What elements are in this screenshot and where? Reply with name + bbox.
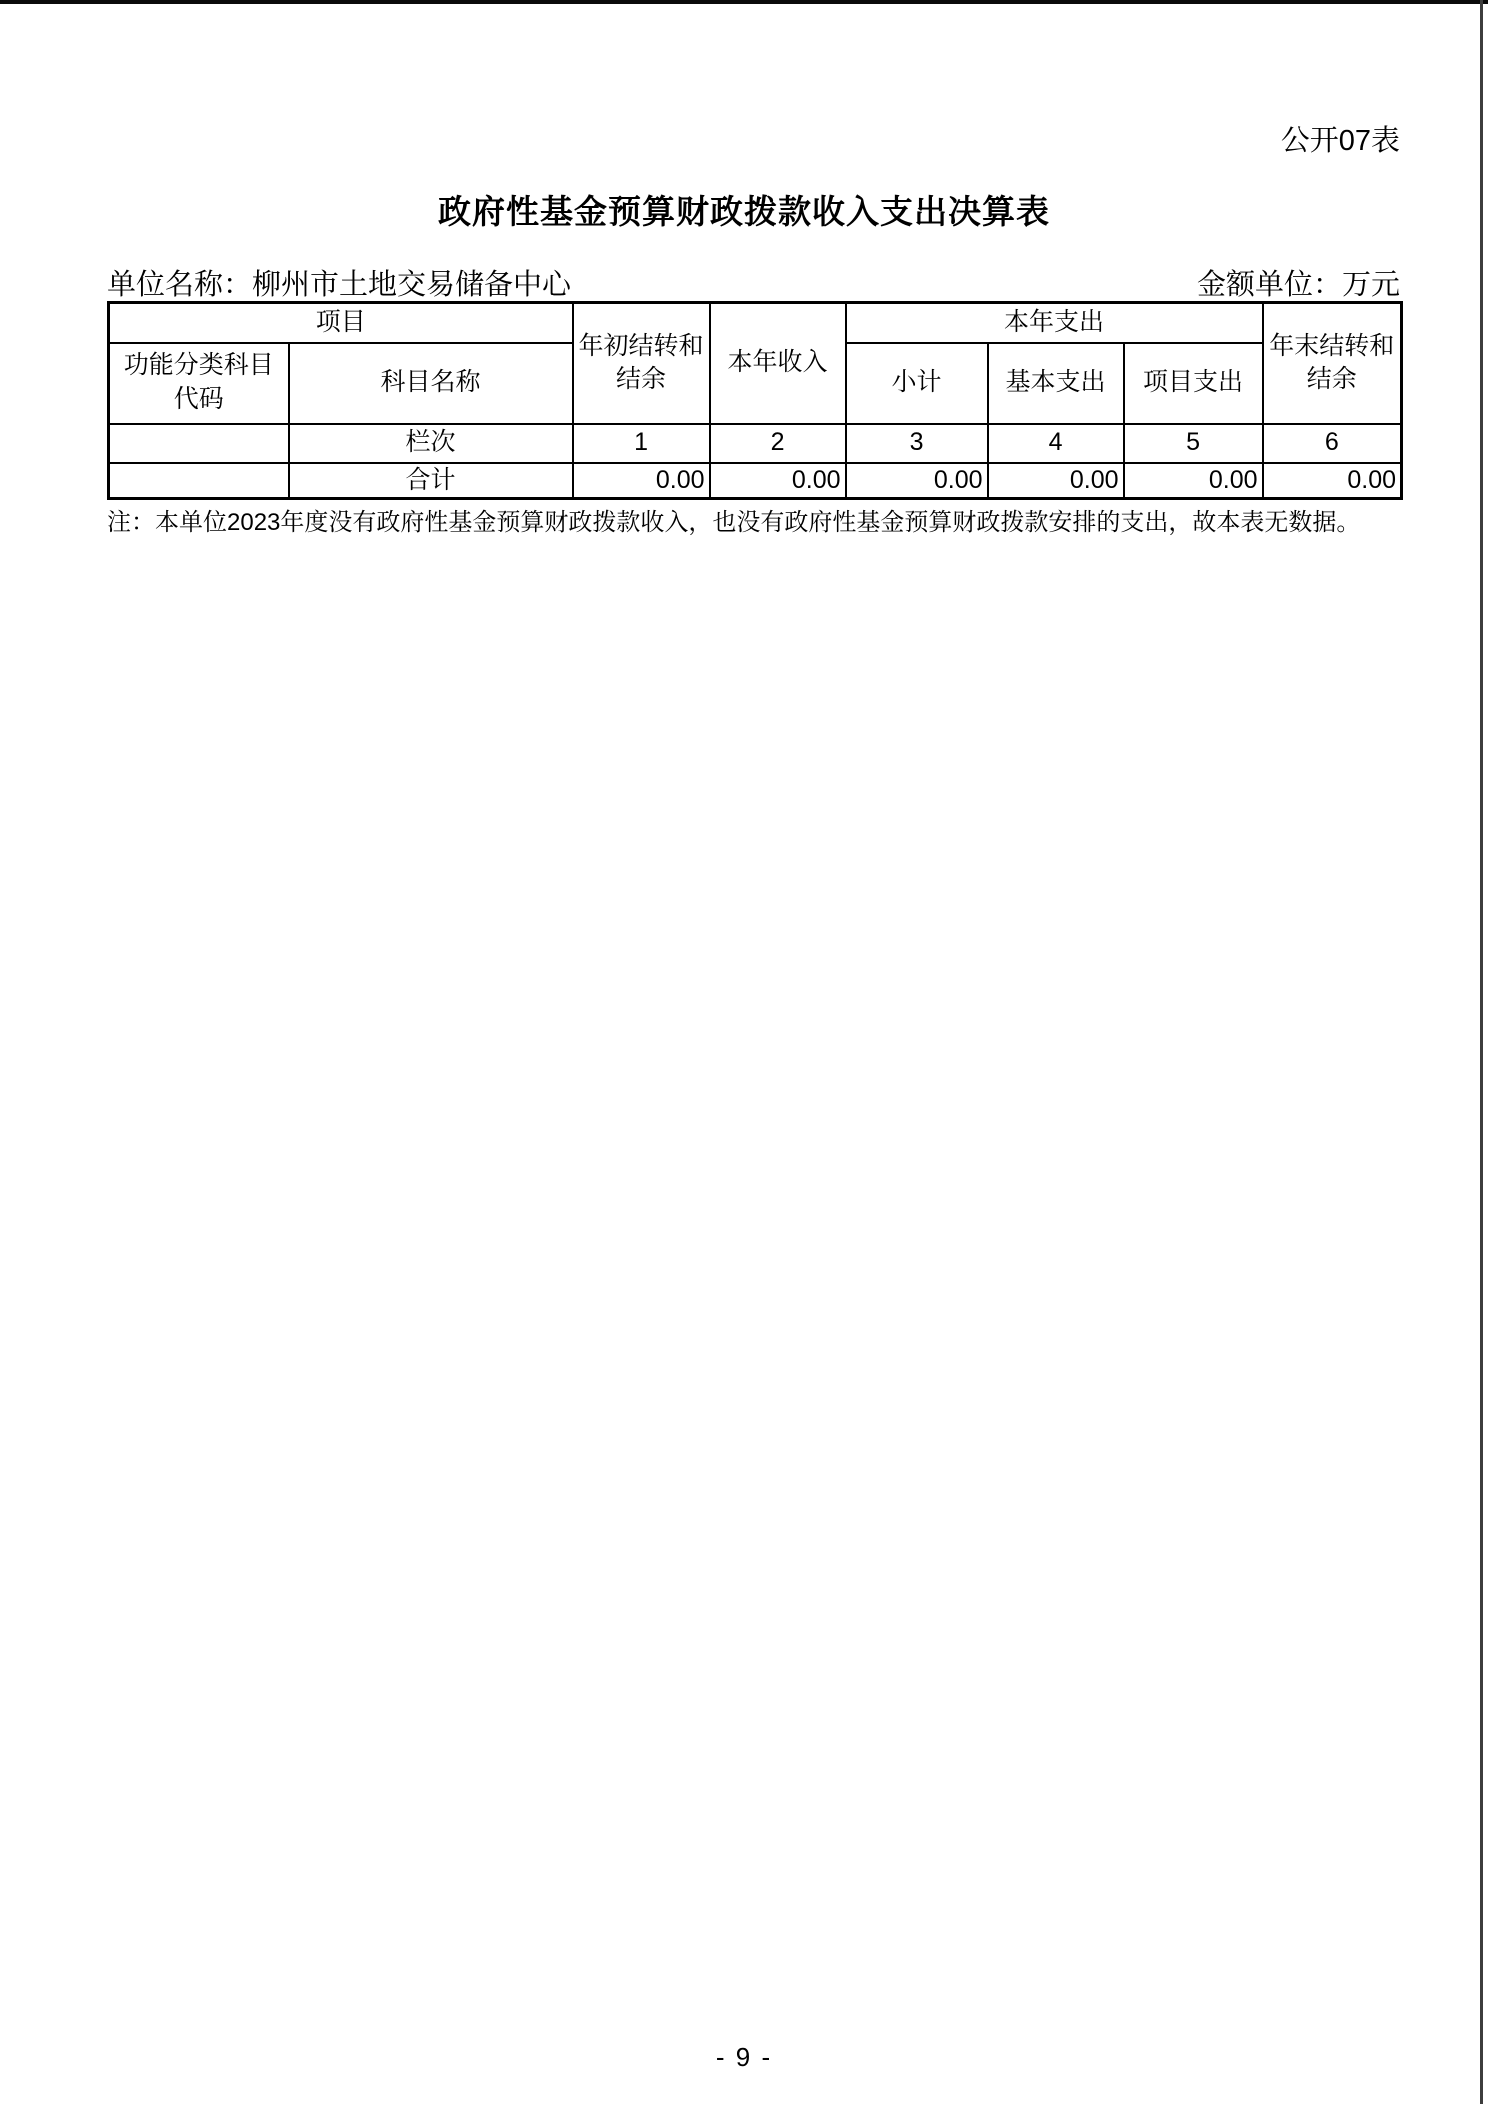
scan-edge-top (0, 0, 1488, 4)
table-note: 注：本单位2023年度没有政府性基金预算财政拨款收入，也没有政府性基金预算财政拨款安排的支出，故本表无数据。 (107, 509, 1361, 536)
meta-row (107, 262, 1400, 303)
column-index-5: 5 (1124, 424, 1263, 463)
amount-unit: 金额单位：万元 (1196, 269, 1400, 301)
total-label: 合计 (289, 463, 573, 499)
header-subtotal: 小计 (846, 343, 988, 424)
header-item-group: 项目 (109, 303, 573, 343)
total-basic-expense: 0.00 (988, 463, 1124, 499)
page-number: - 9 - (715, 2042, 773, 2072)
total-row (109, 463, 1402, 499)
header-subject-name: 科目名称 (289, 343, 573, 424)
budget-table (107, 301, 1403, 500)
column-index-2: 2 (710, 424, 846, 463)
page-title: 政府性基金预算财政拨款收入支出决算表 (438, 193, 1050, 230)
total-year-income: 0.00 (710, 463, 846, 499)
total-begin-balance: 0.00 (573, 463, 710, 499)
header-year-income: 本年收入 (710, 303, 846, 424)
total-project-expense: 0.00 (1124, 463, 1263, 499)
column-index-3: 3 (846, 424, 988, 463)
column-index-row (109, 424, 1402, 463)
unit-name: 单位名称：柳州市土地交易储备中心 (107, 269, 572, 301)
header-func-code: 功能分类科目代码 (109, 343, 289, 424)
total-end-balance: 0.00 (1263, 463, 1402, 499)
header-end-balance: 年末结转和结余 (1263, 303, 1402, 424)
total-subtotal: 0.00 (846, 463, 988, 499)
header-project-expense: 项目支出 (1124, 343, 1263, 424)
header-begin-balance: 年初结转和结余 (573, 303, 710, 424)
column-index-label: 栏次 (289, 424, 573, 463)
column-index-6: 6 (1263, 424, 1402, 463)
header-row-1 (109, 303, 1402, 343)
empty-cell (109, 424, 289, 463)
column-index-4: 4 (988, 424, 1124, 463)
scan-edge-right (1480, 0, 1483, 2104)
empty-cell (109, 463, 289, 499)
form-code: 公开07表 (1280, 125, 1400, 157)
column-index-1: 1 (573, 424, 710, 463)
header-year-expense-group: 本年支出 (846, 303, 1263, 343)
header-basic-expense: 基本支出 (988, 343, 1124, 424)
